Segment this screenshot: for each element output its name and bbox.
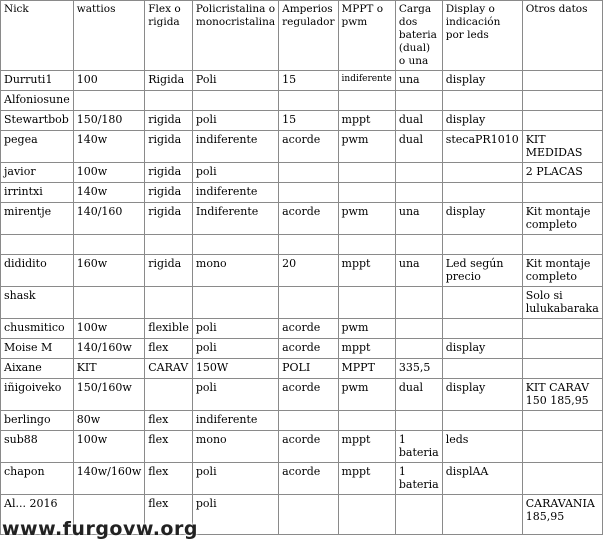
- table-cell: display: [442, 71, 522, 91]
- table-cell: 160w: [73, 255, 145, 287]
- table-cell: 1 bateria: [395, 431, 442, 463]
- table-cell: [338, 411, 395, 431]
- table-cell: [442, 495, 522, 535]
- table-cell: Indiferente: [192, 203, 278, 235]
- table-row: [1, 287, 603, 319]
- table-row: [1, 411, 603, 431]
- table-cell: pwm: [338, 131, 395, 163]
- table-cell: [522, 359, 602, 379]
- table-cell: Stewartbob: [1, 111, 74, 131]
- table-row: [1, 71, 603, 91]
- table-cell: 140w: [73, 183, 145, 203]
- table-cell: stecaPR1010: [442, 131, 522, 163]
- table-cell: [145, 91, 193, 111]
- table-cell: [395, 91, 442, 111]
- table-cell: iñigoiveko: [1, 379, 74, 411]
- table-cell: indiferente: [192, 131, 278, 163]
- table-cell: dual: [395, 111, 442, 131]
- table-cell: poli: [192, 495, 278, 535]
- table-cell: 100: [73, 71, 145, 91]
- table-cell: [522, 71, 602, 91]
- table-cell: [192, 91, 278, 111]
- table-cell: mono: [192, 431, 278, 463]
- table-cell: [442, 359, 522, 379]
- table-cell: [442, 411, 522, 431]
- header-cristalina: Policristalina o monocristalina: [192, 1, 278, 71]
- table-cell: [338, 495, 395, 535]
- table-cell: [279, 91, 338, 111]
- table-cell: 140/160w: [73, 339, 145, 359]
- table-cell: una: [395, 255, 442, 287]
- table-cell: KIT: [73, 359, 145, 379]
- table-cell: [73, 91, 145, 111]
- table-cell: 100w: [73, 431, 145, 463]
- table-body: [1, 71, 603, 535]
- table-cell: [279, 163, 338, 183]
- table-cell: dual: [395, 131, 442, 163]
- table-cell: [442, 183, 522, 203]
- table-cell: 80w: [73, 411, 145, 431]
- table-cell: [279, 495, 338, 535]
- table-cell: irrintxi: [1, 183, 74, 203]
- table-cell: shask: [1, 287, 74, 319]
- table-cell: acorde: [279, 339, 338, 359]
- table-cell: chapon: [1, 463, 74, 495]
- table-row: [1, 359, 603, 379]
- table-cell: [338, 235, 395, 255]
- table-cell: [395, 339, 442, 359]
- table-cell: rigida: [145, 183, 193, 203]
- table-row: [1, 131, 603, 163]
- table-cell: rigida: [145, 131, 193, 163]
- table-cell: [442, 163, 522, 183]
- table-cell: flex: [145, 495, 193, 535]
- table-cell: sub88: [1, 431, 74, 463]
- table-cell: Kit montaje completo: [522, 255, 602, 287]
- table-cell: indiferente: [192, 183, 278, 203]
- table-cell: [145, 287, 193, 319]
- table-cell: rigida: [145, 203, 193, 235]
- table-cell: poli: [192, 379, 278, 411]
- table-cell: acorde: [279, 319, 338, 339]
- table-cell: mppt: [338, 463, 395, 495]
- table-cell: flex: [145, 431, 193, 463]
- table-cell: dual: [395, 379, 442, 411]
- table-cell: [279, 287, 338, 319]
- table-cell: [338, 163, 395, 183]
- table-cell: 100w: [73, 163, 145, 183]
- table-cell: [442, 235, 522, 255]
- table-cell: Poli: [192, 71, 278, 91]
- table-cell: didi​dito: [1, 255, 74, 287]
- table-cell: [522, 319, 602, 339]
- table-cell: poli: [192, 463, 278, 495]
- table-cell: poli: [192, 339, 278, 359]
- table-cell: 15: [279, 71, 338, 91]
- table-cell: pwm: [338, 203, 395, 235]
- table-cell: Moise M: [1, 339, 74, 359]
- table-cell: [338, 91, 395, 111]
- table-cell: [395, 495, 442, 535]
- table-cell: flex: [145, 411, 193, 431]
- table-cell: indiferente: [338, 71, 395, 91]
- header-carga-bateria: Carga dos bateria (dual) o una: [395, 1, 442, 71]
- table-cell: [522, 431, 602, 463]
- table-cell: [522, 183, 602, 203]
- table-row: [1, 163, 603, 183]
- table-row: [1, 255, 603, 287]
- table-cell: Led según precio: [442, 255, 522, 287]
- table-cell: una: [395, 71, 442, 91]
- table-cell: POLI: [279, 359, 338, 379]
- table-row: [1, 235, 603, 255]
- table-cell: 140/160: [73, 203, 145, 235]
- table-cell: [192, 287, 278, 319]
- table-cell: KIT MEDIDAS: [522, 131, 602, 163]
- table-cell: javior: [1, 163, 74, 183]
- table-row: [1, 183, 603, 203]
- table-cell: flex: [145, 463, 193, 495]
- table-cell: 335,5: [395, 359, 442, 379]
- header-flex-rigida: Flex o rigida: [145, 1, 193, 71]
- table-cell: CARAV: [145, 359, 193, 379]
- table-cell: MPPT: [338, 359, 395, 379]
- table-cell: display: [442, 339, 522, 359]
- header-wattios: wattios: [73, 1, 145, 71]
- table-cell: Aixane: [1, 359, 74, 379]
- table-cell: [395, 411, 442, 431]
- table-cell: berlingo: [1, 411, 74, 431]
- table-cell: [192, 235, 278, 255]
- table-cell: mppt: [338, 255, 395, 287]
- table-cell: [145, 379, 193, 411]
- table-cell: poli: [192, 163, 278, 183]
- table-cell: [395, 287, 442, 319]
- table-cell: poli: [192, 111, 278, 131]
- table-cell: Durruti1: [1, 71, 74, 91]
- table-cell: 20: [279, 255, 338, 287]
- table-cell: mirentje: [1, 203, 74, 235]
- table-cell: [522, 111, 602, 131]
- table-cell: [1, 235, 74, 255]
- table-cell: [73, 287, 145, 319]
- table-cell: [338, 287, 395, 319]
- table-cell: 1 bateria: [395, 463, 442, 495]
- table-cell: [395, 163, 442, 183]
- table-cell: 15: [279, 111, 338, 131]
- header-mppt-pwm: MPPT o pwm: [338, 1, 395, 71]
- table-cell: pwm: [338, 379, 395, 411]
- table-cell: mppt: [338, 339, 395, 359]
- header-display: Display o indicación por leds: [442, 1, 522, 71]
- table-cell: [338, 183, 395, 203]
- table-cell: Alfoniosune: [1, 91, 74, 111]
- table-cell: pwm: [338, 319, 395, 339]
- table-row: [1, 203, 603, 235]
- table-cell: 2 PLACAS: [522, 163, 602, 183]
- table-cell: [442, 91, 522, 111]
- table-cell: chusmitico: [1, 319, 74, 339]
- table-cell: [73, 235, 145, 255]
- table-cell: [145, 235, 193, 255]
- table-cell: display: [442, 203, 522, 235]
- table-cell: 140w/160w: [73, 463, 145, 495]
- table-cell: KIT CARAV 150 185,95: [522, 379, 602, 411]
- table-cell: rigida: [145, 163, 193, 183]
- table-cell: [522, 235, 602, 255]
- header-nick: Nick: [1, 1, 74, 71]
- table-cell: rigida: [145, 111, 193, 131]
- table-cell: [279, 235, 338, 255]
- table-row: [1, 91, 603, 111]
- table-cell: 100w: [73, 319, 145, 339]
- table-cell: mono: [192, 255, 278, 287]
- table-cell: [522, 463, 602, 495]
- table-cell: 150/180: [73, 111, 145, 131]
- table-cell: acorde: [279, 463, 338, 495]
- table-row: [1, 379, 603, 411]
- table-cell: Kit montaje completo: [522, 203, 602, 235]
- table-cell: [395, 235, 442, 255]
- table-cell: [442, 287, 522, 319]
- table-cell: [522, 339, 602, 359]
- table-cell: acorde: [279, 431, 338, 463]
- table-cell: [395, 183, 442, 203]
- table-cell: [442, 319, 522, 339]
- table-cell: [522, 91, 602, 111]
- table-cell: flex: [145, 339, 193, 359]
- watermark: www.furgovw.org: [2, 518, 198, 540]
- table-cell: rigida: [145, 255, 193, 287]
- table-cell: Al... 2016: [1, 495, 74, 535]
- table-cell: display: [442, 111, 522, 131]
- table-cell: flexible: [145, 319, 193, 339]
- table-row: [1, 339, 603, 359]
- table-cell: [522, 411, 602, 431]
- table-cell: acorde: [279, 203, 338, 235]
- header-otros: Otros datos: [522, 1, 602, 71]
- table-cell: leds: [442, 431, 522, 463]
- table-cell: 140w: [73, 131, 145, 163]
- table-cell: una: [395, 203, 442, 235]
- table-row: [1, 431, 603, 463]
- table-row: [1, 463, 603, 495]
- table-cell: [279, 411, 338, 431]
- table-cell: Rigida: [145, 71, 193, 91]
- table-cell: acorde: [279, 131, 338, 163]
- table-cell: display: [442, 379, 522, 411]
- table-row: [1, 111, 603, 131]
- header-amperios: Amperios regulador: [279, 1, 338, 71]
- table-cell: 150/160w: [73, 379, 145, 411]
- table-cell: CARAVANIA 185,95: [522, 495, 602, 535]
- table-cell: pegea: [1, 131, 74, 163]
- table-cell: 150W: [192, 359, 278, 379]
- table-cell: [279, 183, 338, 203]
- table-cell: Solo si lulukabaraka: [522, 287, 602, 319]
- table-cell: displAA: [442, 463, 522, 495]
- table-cell: [395, 319, 442, 339]
- table-cell: mppt: [338, 431, 395, 463]
- table-cell: indiferente: [192, 411, 278, 431]
- table-cell: mppt: [338, 111, 395, 131]
- table-cell: acorde: [279, 379, 338, 411]
- header-row: [1, 1, 603, 71]
- table-row: [1, 319, 603, 339]
- table-cell: poli: [192, 319, 278, 339]
